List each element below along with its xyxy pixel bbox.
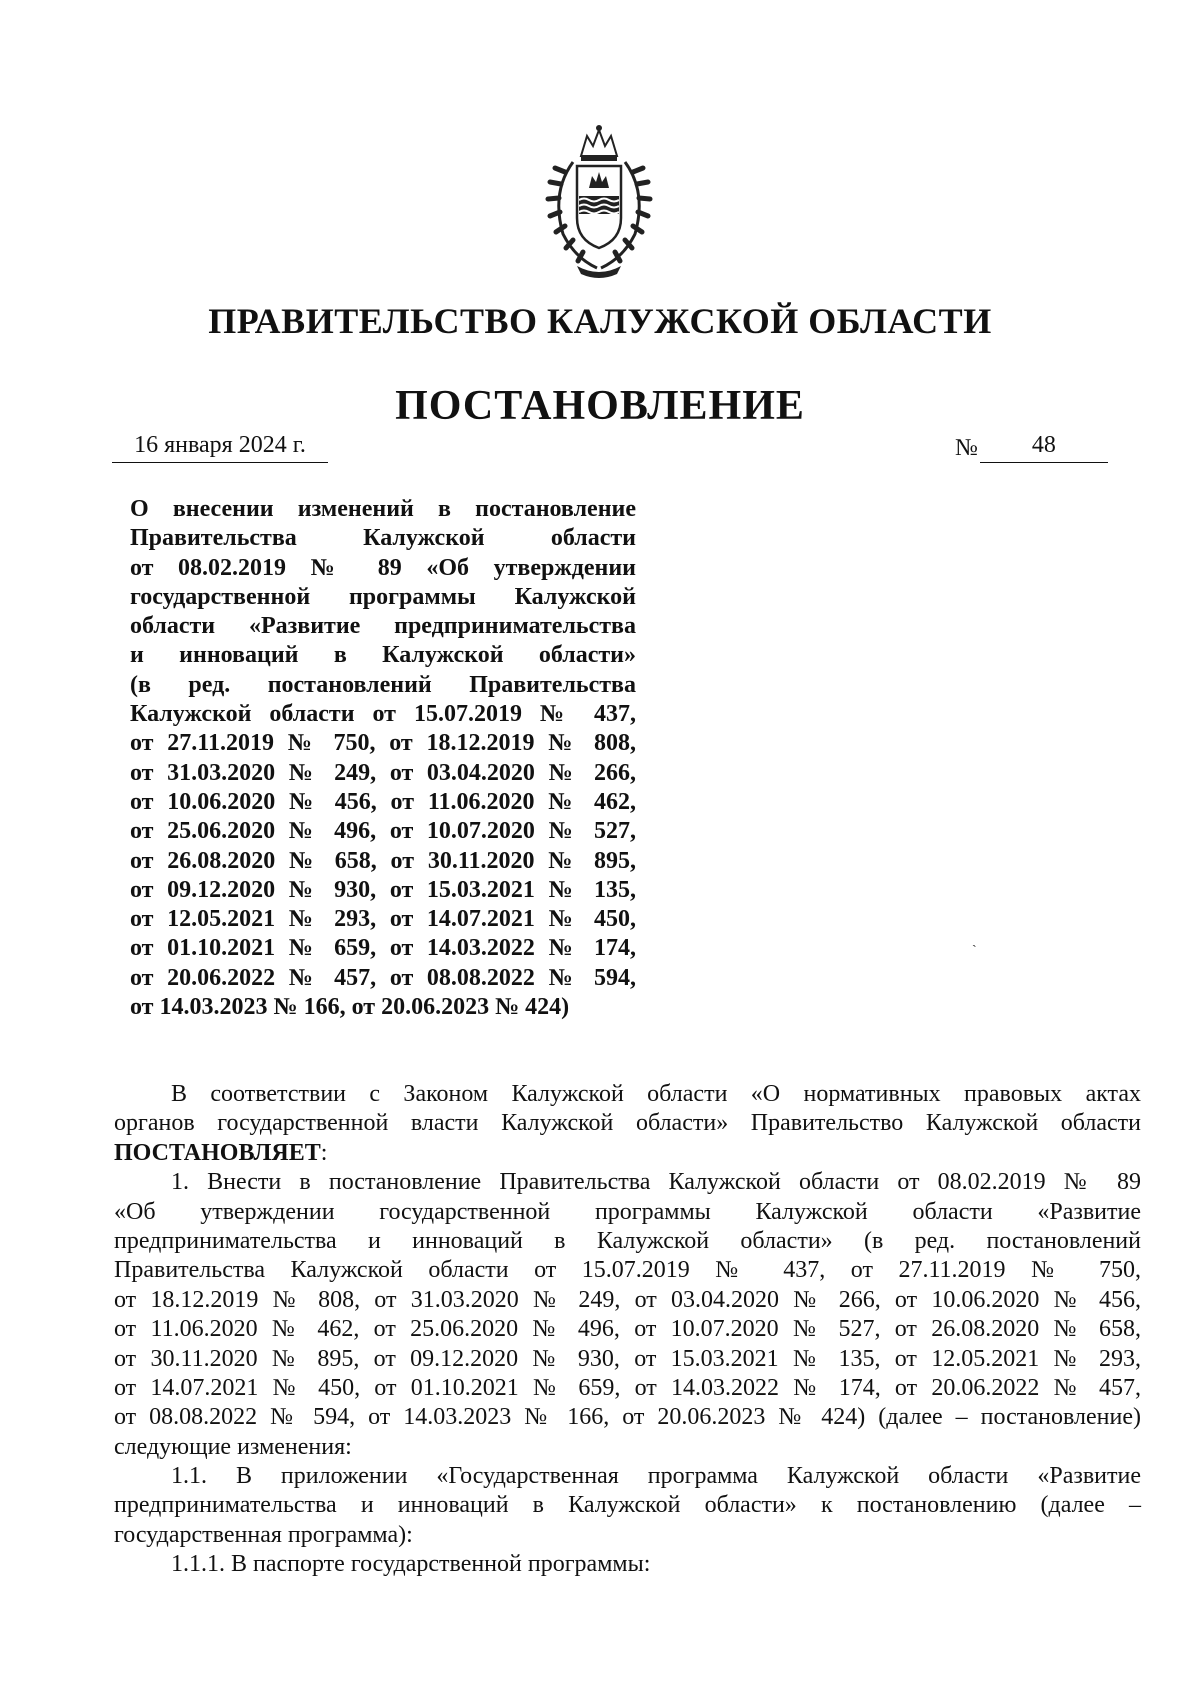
subject-line: от 08.02.2019 № 89 «Об утверждении <box>130 554 636 581</box>
stray-mark: ˏ <box>972 933 977 948</box>
subject-line: от 20.06.2022 № 457, от 08.08.2022 № 594, <box>130 964 636 991</box>
subject-line: от 12.05.2021 № 293, от 14.07.2021 № 450, <box>130 906 636 933</box>
document-subject <box>130 495 636 1022</box>
item-1-1 <box>114 1462 1141 1550</box>
item-line: от 30.11.2020 № 895, от 09.12.2020 № 930, от 15.03.2021 № 135, от 12.05.2021 № 293, <box>114 1345 1141 1372</box>
subject-line: от 10.06.2020 № 456, от 11.06.2020 № 462, <box>130 788 636 815</box>
item-line: от 14.07.2021 № 450, от 01.10.2021 № 659, от 14.03.2022 № 174, от 20.06.2022 № 457, <box>114 1374 1141 1401</box>
subject-line: (в ред. постановлений Правительства <box>130 671 636 698</box>
item-line: от 11.06.2020 № 462, от 25.06.2020 № 496, от 10.07.2020 № 527, от 26.08.2020 № 658, <box>114 1316 1141 1343</box>
subject-line: Правительства Калужской области <box>130 525 636 552</box>
preamble <box>114 1080 1141 1168</box>
document-date: 16 января 2024 г. <box>112 430 328 463</box>
number-sign: № <box>955 435 978 461</box>
subject-line: Калужской области от 15.07.2019 № 437, <box>130 701 636 728</box>
subject-line: от 14.03.2023 № 166, от 20.06.2023 № 424) <box>130 994 570 1021</box>
item-line: от 08.08.2022 № 594, от 14.03.2023 № 166, от 20.06.2023 № 424) (далее – постановление) <box>114 1404 1141 1431</box>
subject-line: от 01.10.2021 № 659, от 14.03.2022 № 174, <box>130 935 636 962</box>
item-line: государственная программа): <box>114 1521 413 1548</box>
item-line: Правительства Калужской области от 15.07.2019 № 437, от 27.11.2019 № 750, <box>114 1257 1141 1284</box>
item-1 <box>114 1168 1141 1462</box>
document-type: ПОСТАНОВЛЕНИЕ <box>395 383 805 429</box>
item-line: от 18.12.2019 № 808, от 31.03.2020 № 249, от 03.04.2020 № 266, от 10.06.2020 № 456, <box>114 1286 1141 1313</box>
decree-colon: : <box>320 1139 328 1166</box>
number-value: 48 <box>980 430 1108 463</box>
kaluga-coat-of-arms-icon <box>537 122 661 278</box>
preamble-line: органов государственной власти Калужской области» Правительство Калужской области <box>114 1110 1141 1137</box>
subject-line: области «Развитие предпринимательства <box>130 613 636 640</box>
government-title: ПРАВИТЕЛЬСТВО КАЛУЖСКОЙ ОБЛАСТИ <box>208 301 992 341</box>
item-line: предпринимательства и инноваций в Калужской области» к постановлению (далее – <box>114 1492 1141 1519</box>
subject-line: О внесении изменений в постановление <box>130 496 636 522</box>
preamble-line: В соответствии с Законом Калужской области «О нормативных правовых актах <box>171 1081 1141 1107</box>
decree-line <box>114 1139 1141 1168</box>
item-1-1-1 <box>114 1550 1141 1579</box>
subject-line: от 31.03.2020 № 249, от 03.04.2020 № 266, <box>130 759 636 786</box>
subject-line: и инноваций в Калужской области» <box>130 642 636 669</box>
subject-line: от 26.08.2020 № 658, от 30.11.2020 № 895, <box>130 847 636 874</box>
subject-line: государственной программы Калужской <box>130 583 636 610</box>
item-line: 1. Внести в постановление Правительства Калужской области от 08.02.2019 № 89 <box>171 1169 1141 1196</box>
document-number <box>955 430 1108 463</box>
item-line: 1.1. В приложении «Государственная программа Калужской области «Развитие <box>171 1463 1141 1490</box>
document-body <box>114 1080 1141 1580</box>
subject-line: от 27.11.2019 № 750, от 18.12.2019 № 808, <box>130 730 636 757</box>
item-line: 1.1.1. В паспорте государственной программы: <box>171 1551 651 1578</box>
item-line: предпринимательства и инноваций в Калужской области» (в ред. постановлений <box>114 1227 1141 1254</box>
coat-of-arms-emblem <box>537 122 661 278</box>
subject-line: от 09.12.2020 № 930, от 15.03.2021 № 135, <box>130 876 636 903</box>
decree-word: ПОСТАНОВЛЯЕТ <box>114 1139 321 1166</box>
item-line: следующие изменения: <box>114 1433 352 1460</box>
subject-line: от 25.06.2020 № 496, от 10.07.2020 № 527, <box>130 818 636 845</box>
item-line: «Об утверждении государственной программы Калужской области «Развитие <box>114 1198 1141 1225</box>
